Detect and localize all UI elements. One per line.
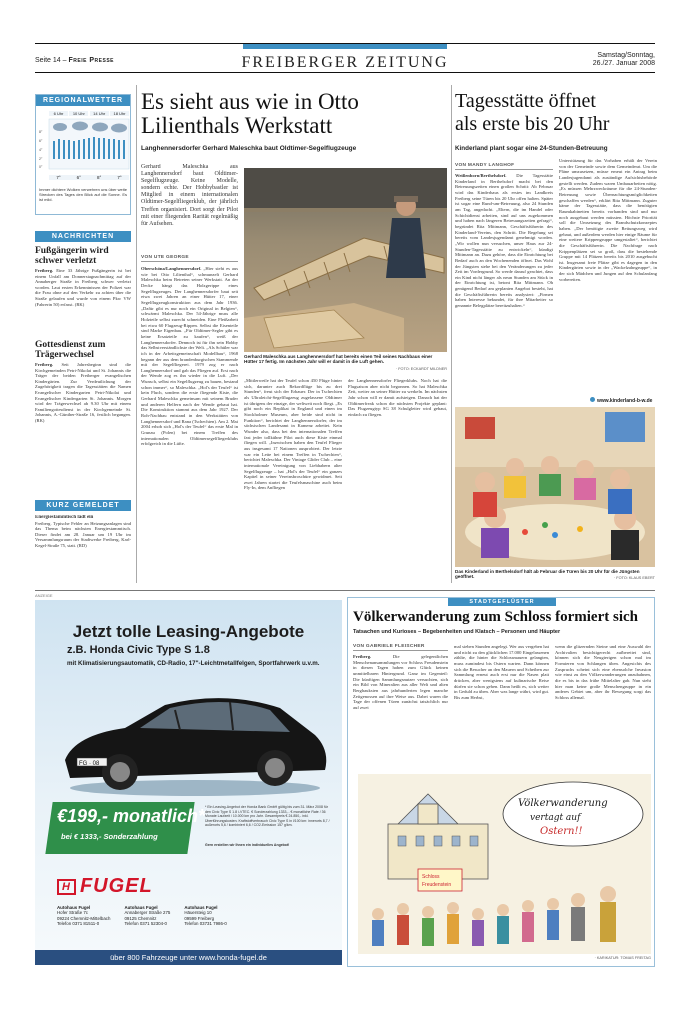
masthead: FREIBERGER ZEITUNG — [241, 54, 449, 71]
news-text-1 — [35, 268, 131, 336]
main-column-3: der Langhennersdorfer Fliegerklubs. Noch hat die Flugsaison aber nicht begonnen. So hat Maleschka Zeit, weiter an seiner Hütter zu werkeln. Im nächsten Jahr schon will er damit aufsteigen. Danach hat der Oldtimerfreak schon die nächsten Projekte geplant: Das Flugzeugtyp SG 38 Schulgleiter wird gebaut, einfach zu fliegen. — [348, 378, 447, 417]
ad-price-sub: bei € 1333,- Sonderzahlung — [61, 832, 158, 841]
ad-specs: mit Klimatisierungsautomatik, CD-Radio, 17"-Leichtmetallfelgen, Sportfahrwerk u.v.m. — [67, 660, 320, 667]
car-image — [55, 680, 335, 800]
kita-subtitle: Kinderland plant sogar eine 24-Stunden-Betreuung — [455, 145, 608, 152]
article-body: Die gelegentlichen Menschenansammlungen vor Schloss Freudenstein in diesen Tagen haben zum Glück keinen unmittelbaren Hintergrund. Ganz im Gegenteil: Die künftigen Sammlungsnutzer versuchten, sich ein Bild von Mineralien aus aller Welt und alten Berghauksten aus jahrhunderten legen manche Zeitgenossen auf ihre Weise aus. Dabei waren die Tage der offenen Türen zunächst tatsächlich nur auf zwei — [353, 654, 448, 710]
kita-caption: Das Kinderland in Berthelsdorf hält ab Februar die Türen bis 20 Uhr für die Jüngsten geöffnet. — [455, 569, 640, 580]
stadt-box — [347, 597, 655, 967]
bubble-line-2: vertagt auf — [530, 813, 581, 823]
web-icon — [590, 397, 595, 402]
article-body: Die Tagesstätte Kinderland in Berthelsdorf macht bei den Betreuungszeiten einen großen Schritt: Ab Februar wird das Kinderhaus als erstes im Landkreis Freiberg seine Türen bis 20 Uhr offen halten. Später ist sogar eine Rund-um-Betreuung, also 24 Stunden am Tag, angedacht. „Eltern, die im Handel oder Schichtdienst arbeiten, sind auf uns zugekommen und haben nach längeren Betreuungszeiten gefragt“, begründet Rita Mittmann, Geschäftsführerin des Kinderland-Vereins, den Schritt. Die Regelung sei bereits vom Landesjugendamt genehmigt worden. „Wir wollen nun versuchen, unser Haus zur 24-Stunden-Tagesstätte zu entwickeln“, kündigt Mittmann an. Dazu gehöre, dass die Einrichtung bei Bedarf auch an den Wochenenden öffnet. Das Wohl der Jüngsten stehe bei den Veränderungen zu jeder Zeit im Vordergrund. So werde darauf geachtet, dass ein Kind nicht länger als neun Stunden am Stück in der Einrichtung ist, betont Rita Mittmann. Oh genügend Bedarf am geplanten Angebot besteht, hat die Geschäftsführerin bereits analysiert: „Firmen haben Interesse bekundet, für ihre Mitarbeiter so genannte Belegplätze bereitzuhalten.“ — [455, 173, 553, 309]
bubble-line-1: Völkerwanderung — [518, 798, 608, 809]
kurz-text: Freiberg. Typische Fehler an Heizungsanlagen sind das Thema beim nächsten Energiestammtisch. Dieser findet am 28. Januar um 19 Uhr im Versammlungsraum der Stadtwerke Freiberg, Karl-Kegel-Straße 75, statt. (RD) — [35, 520, 131, 548]
kita-web-text[interactable]: www.kinderland-b-w.de — [597, 398, 653, 404]
castle-sign-line1: Schloss — [422, 874, 440, 880]
y-tick: 4° — [39, 148, 43, 152]
main-author: VON UTE GEORGE — [141, 255, 238, 262]
dateline: Oberschöna/Langhennersdorf. — [141, 266, 202, 271]
dateline: Freiberg. — [35, 362, 54, 367]
news-headline-2: Gottesdienst zum Trägerwechsel — [35, 340, 106, 360]
ad-fineprint: * Ein Leasing-Angebot der Honda Bank GmbH gültig bis zum 31. März 2008 für den Civic Type S 1.8 i-VTEC. € Sonderzahlung 1333,-. € monatliche Rate / 36 Monate Laufzeit / 10.000 km pro Jahr. Gesamtpreis € 24.850,- inkl. Überführungskosten. Kraftstoffverbrauch Civic Type S in l/100 km: innerorts 8,7 / außerorts 5,6 / kombiniert 6,6 / CO2-Emission 157 g/km. — [205, 805, 330, 827]
cartoon-credit: · KARIKATUR: TOMAS FREITAG — [594, 956, 651, 960]
main-column-1 — [141, 266, 238, 586]
stadt-author: VON GABRIELE FLEISCHER — [353, 644, 448, 651]
main-headline: Es sieht aus wie in Otto Lilienthals Werkstatt — [141, 89, 359, 138]
main-intro: Gerhard Maleschka aus Langhennersdorf baut Oldtimer-Segelflugzeuge. Keine Modelle, sondern echte. Der Hobbybastler ist Mitglied in einem internationalen Oldtimer-Segelfliegerklub, der jährlich Treffen organisiert. Dort sorgt der Pilot mit einer fliegenden Rarität regelmäßig für Aufsehen. — [141, 164, 238, 227]
y-tick: 6° — [39, 139, 43, 143]
kita-headline: Tagesstätte öffnet als erste bis 20 Uhr — [455, 90, 610, 135]
ad-label: ANZEIGE — [35, 593, 53, 598]
weather-temps — [49, 175, 129, 180]
kita-column-1 — [455, 173, 553, 405]
castle-sign-line2: Freudenstein — [422, 882, 452, 888]
column-divider — [451, 85, 452, 583]
temp-value: 6° — [76, 175, 81, 180]
news-text-2 — [35, 362, 131, 474]
weather-text: Immer dichtere Wolken verwehren uns über weite Strecken des Tages den Blick auf die Sonne. Es ist mild. — [39, 187, 127, 202]
weather-chart — [38, 117, 130, 173]
ad-model: z.B. Honda Civic Type S 1.8 — [67, 644, 210, 656]
ad-fineprint-2: Gern erstellen wir Ihnen ein individuelles Angebot! — [205, 843, 290, 847]
kita-author: VON MANDY LANGHOF — [455, 163, 553, 170]
weather-box — [35, 94, 131, 215]
stadt-column-3: wenn die glitzernden Steine und eine Auswahl der Archivalien besichtigerecht aufbereitet sind, können sich die Neugierigen schon mal im Formieren von Schlangen üben. Angesichts des Zuspruchs scheint sich eine ebensolche Invasion wie einst zu den Völkerwanderungen anzubahnen, die es bis in das frühe Mittelalter gab. Nun sieht hier man keine große Menschengruppe in ein anderes Gebiet um, aber ihr Bewegung sorgt das Schloss allemal. — [555, 644, 651, 700]
dealer-address: Autohaus Fugel Hofer Straße 7c 09224 Chemnitz-Mittelbach Telefon 0371 81511-0 — [57, 905, 111, 927]
article-body: „Hier sieht es aus wie bei Otto Lilienthal“, schmunzelt Gerhard Maleschka beim Betreten seiner Werkstatt. An der Decke hängt das Holzgerippe eines Segelflugzeuges. Der Langhennersdorfer baut seit etwa zwei Jahren an einer Hütter 17, einer Segelflugzeugkonstruktion aus dem Jahr 1936. „Dafür gibt es nur noch ein Original in Belgien“, schwärmt Maleschka. Der 54-Jährige muss alle Holzteile selbst zurecht schneiden. Eine Fleißarbeit bei etwa 60 Flugzeug-Rippen. Selbst die Eisenteile sind Marke Eigenbau. „Für Oldtimer-Segler gibt es keine Ersatzteile zu kaufen“, weiß der Langhennersdorfer. Dennoch ist für ihn sein Hobby das Selbstverständlichste der Welt. „Als Schüler war ich in der Arbeitsgemeinschaft Modellbau“, 1968 begann der aus dem brandenburgischen Stammende mit der Segelfliegerei. 1979 zog er nach Langhennersdorf und gab das Fliegen auf. Erst nach der Wende zog es ihn wieder in die Luft. „Der Wunsch, selbst ein Segelflugzeug zu bauen, bestand schon immer“, so Maleschka. „Hol's der Teufel“ ist kein Fluch, sondern die erste fliegende Kiste, die Gerhard Maleschka gemeinsam mit seinem Bruder und anderen Helfern nach der Wende gebaut hat. Die Konstruktion stammt aus dem Jahr 1927. Der Roh-Nachbau entstand in den Werkstätten von Langhennersdorf und Rana (Tschechien). Am 2. Mai 2004 erhob sich „Hol's der Teufel“ das erste Mal in Grunau (Polen) bei einem Treffen des internationalen Oldtimersegelfliegerklubs erfolgreich in die Lüfte. — [141, 266, 238, 447]
dealer-list — [57, 905, 327, 927]
news-headline-1: Fußgängerin wird schwer verletzt — [35, 246, 109, 266]
workshop-photo — [244, 168, 447, 352]
main-subtitle: Langhennersdorfer Gerhard Maleschka baut Oldtimer-Segelflugzeuge — [141, 145, 357, 152]
main-column-2: „Mittlerweile hat der Teufel schon 450 Flüge hinter sich, darunter auch Rekordflüge bis zu drei Stunden“, freut sich der Erbauer. Der in Tschechien als Ultraleicht-Segelflugzeug zugelassene Oldtimer ist übrigens der einzige, der weltweit noch fliegt. „Es gibt noch ein Replikat in England und einen im Stockholmer Museum, aber beide sind nicht in Funktion“, berichtet der Langhennersdorfer, der im sächsischen Landesamt in Kamenz arbeitet. Kein Wunder also, dass bei den internationalen Treffen fast jeder tollkühne Pilot auch diese Kiste einmal fliegen will. „Inzwischen haben den Teufel Flieger aus insgesamt 17 Nationen ausprobiert. Der letzte war ein Lette bei einem Treffen in Tschechien“, berichtet Maleschka. Der Vintage Glider Club – eine internationale Vereinigung von Liebhabern alter Segelflugzeuge – hat „Hol's der Teufel“ ein ganzes Kapitel in seiner Vereinsbroschüre gewidmet. Seit zwei Jahren startet die Teufelsmaschine auch beim Fly-In, dem Anfliegen — [244, 378, 342, 491]
temp-value: 7° — [117, 175, 122, 180]
stadt-column-1 — [353, 654, 448, 772]
stadt-subtitle: Tatsachen und Kurioses – Begebenheiten und Klatsch – Personen und Häupter — [353, 629, 561, 635]
time-label: 10 Uhr — [69, 111, 88, 116]
masthead-bar — [243, 44, 447, 49]
kurz-box — [35, 500, 131, 581]
news-title: NACHRICHTEN — [35, 231, 131, 242]
y-tick: 8° — [39, 130, 43, 134]
column-divider — [136, 85, 137, 583]
y-tick: 2° — [39, 157, 43, 161]
temp-value: 8° — [97, 175, 102, 180]
weather-title: REGIONALWETTER — [36, 95, 130, 106]
honda-ad[interactable] — [35, 600, 342, 965]
kurz-headline: Energiestammtisch lädt ein — [35, 515, 94, 520]
y-tick: 0° — [39, 165, 43, 169]
cartoon — [358, 774, 651, 954]
dealer-logo: H FUGEL — [57, 875, 153, 898]
time-label: 18 Uhr — [110, 111, 129, 116]
section-rule — [35, 590, 655, 591]
dateline: Freiberg. — [35, 268, 54, 273]
weather-times — [49, 111, 129, 116]
bubble-line-3: Ostern!! — [540, 826, 583, 837]
photo-credit: · FOTO: ECKARDT MILDNER — [395, 367, 447, 371]
news-body: Eine 33 Jährige Fußgängerin ist bei einem Unfall am Donnerstagnachmittag auf der Annaberger Straße in Freiberg schwer verletzt worden. Laut ersten Erkenntnissen der Polizei war die Frau ohne auf den Verkehr zu achten über die Straße gelaufen und wurde von einem Pkw VW (Fahrerin 50) erfasst. (RK) — [35, 268, 131, 307]
kids-photo — [455, 407, 655, 567]
dealer-address: Autohaus Fugel Häuersteig 10 09599 Freiberg Telefon 03731 7986-0 — [184, 905, 227, 927]
dateline: Weißenborn/Berthelsdorf. — [455, 173, 507, 178]
ad-bottom-bar[interactable]: über 800 Fahrzeuge unter www.honda-fugel.de — [35, 950, 342, 965]
time-label: 14 Uhr — [90, 111, 109, 116]
honda-h-icon: H — [57, 879, 76, 895]
news-box — [35, 231, 131, 474]
page-number: Seite 14 – Freie Presse — [35, 57, 114, 64]
header-rule — [35, 72, 655, 73]
kita-web-link[interactable] — [590, 397, 652, 404]
date-line: Samstag/Sonntag, 26./27. Januar 2008 — [592, 52, 655, 67]
stadt-label: STADTGEFLÜSTER — [448, 598, 556, 606]
temp-value: 7° — [56, 175, 61, 180]
ad-headline: Jetzt tolle Leasing-Angebote — [72, 622, 305, 641]
stadt-headline: Völkerwanderung zum Schloss formiert sich — [353, 609, 638, 625]
dealer-address: Autohaus Fugel Annaberger Straße 275 09125 Chemnitz Telefon 0371 52304-0 — [124, 905, 171, 927]
photo-caption: Gerhard Maleschka aus Langhennersdorf hat bereits einen Teil seines Nachbaus einer Hütter 17 fertig. Im nächsten Jahr will er damit in die Luft gehen. — [244, 354, 433, 365]
stadt-column-2: mal sieben Stunden angelegt. Wer aus vergeben hat und nicht zu den glücklichen 17.000 Eingelassenen zählte, die hinter die Schlossmauern gelangten, muss zumindest bis Ostern warten. Dann können sich die Besucher an den Mauern und Scheiben zur Sammlung erneut auch erst nur die Nasen platt drücken, aber wenigstens auf kulinarische Reise dürfen sie schon gehen. Dann heißt es, sich weiter in Geduld zu üben. Aber was lange währt, wird gut. Bis zum Herbst, — [454, 644, 549, 700]
kurz-title: KURZ GEMELDET — [35, 500, 131, 511]
kita-column-2: Unterstützung für das Vorhaben erhält der Verein von der Gemeinde sowie dem Gemeinderat. Um die Pläne umzusetzen, müsse erneut ein Antrag beim Landesjugendamt als zuständige Aufsichtsbehörde gestellt werden. Zudem waren Umbauarbeiten nötig. „Es müssen Mehrzweckräume für die 24-Stunden-Betreuung sowie Übernachtungsmöglichkeiten geschaffen werden“, erklärt Rita Mittmann. Zuguter käme der Tagesstätte, dass die benötigten Raumkabinetten bereits vorhanden sind und nur noch ausgebaut werden müssten. Höchste Priorität soll die Umsetzung des Brandschutzkonzeptes haben. „Der benötigte zweite Rettungsweg wird gebaut, und außerdem werden hier einige Räume für eine weitere Krippengruppe umgestaltet“, berichtet die Geschäftsführerin. Die Nachfrage nach Krippenplätzen sei so groß, dass die bestehende Gruppe mit 14 Plätzen bereits bis 2010 ausgebucht ist. Insgesamt freie Plätze gibt es dagegen in den Kindergärten sowie in der „Wackelzahngruppe“, in der sich Mädchen und Jungen auf den Schulanfang vorbereiten. — [559, 158, 657, 282]
license-plate: FG · 08 — [79, 761, 100, 767]
news-body: Seit Jahresbeginn sind die Kirchgemeinden Petri-Nikolai und St. Johannis die Träger der beiden Freiberger evangelischen Kindergärten. Zur Verdeutlichung der Zugehörigkeit tragen die Tagesstätten die Namen Evangelischer Kindergarten Petri-Nikolai und Evangelischer Kindergarten St. Johannis. Morgen wird der Trägerwechsel ab 9.30 Uhr mit einem Familiengottesdienst in der Kirchgemeinde St. Johannis, A.-Günther-Straße 16, festlich begangen. (RK) — [35, 362, 131, 423]
ad-price: €199,- monatlich* — [57, 806, 206, 826]
kita-credit: · FOTO: KLAUS EBERT — [613, 576, 655, 580]
kids-table-image — [455, 407, 655, 567]
glider-workshop-image — [244, 168, 447, 352]
castle-cartoon-image — [358, 774, 651, 954]
time-label: 6 Uhr — [49, 111, 68, 116]
dateline: Freiberg. — [353, 654, 372, 659]
